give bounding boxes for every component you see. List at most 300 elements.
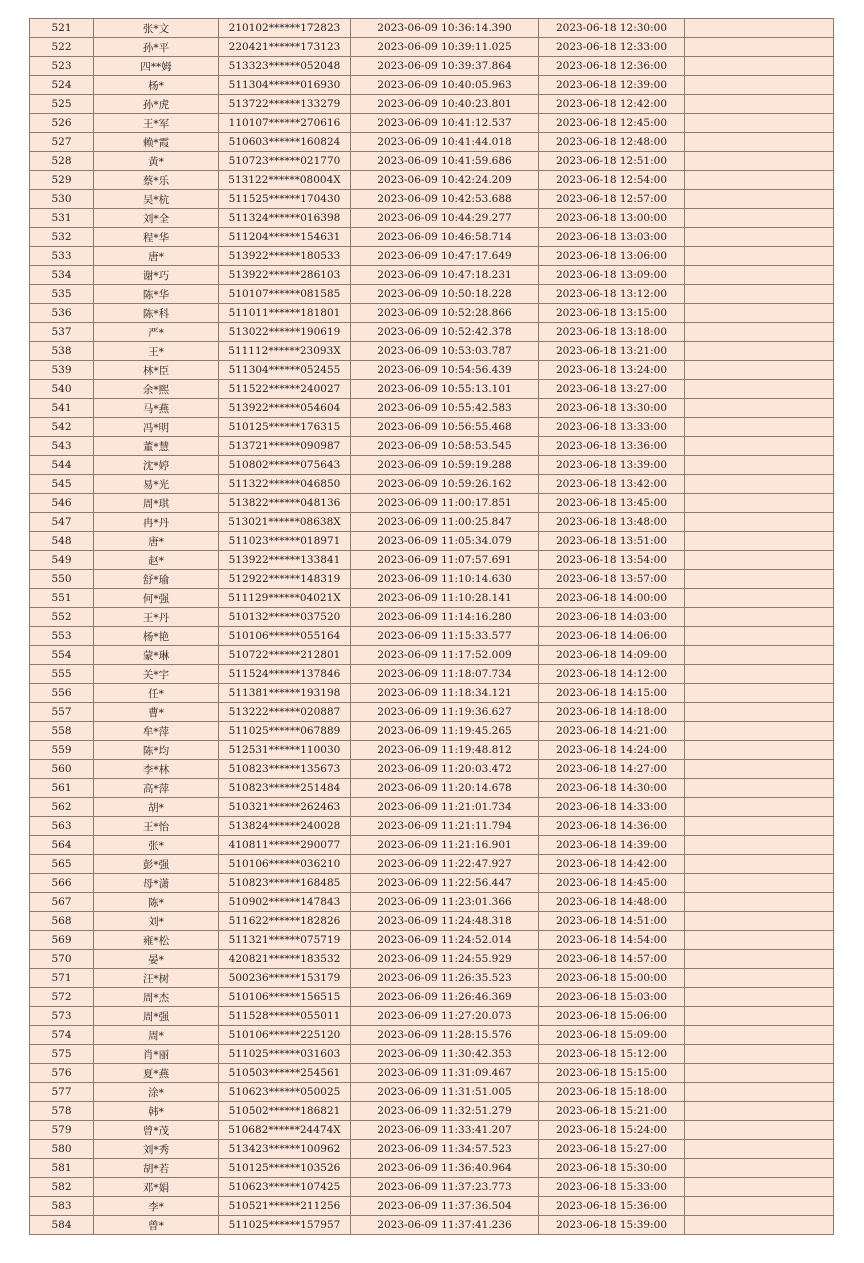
name-cell: 孙*平 (94, 38, 219, 57)
remark-cell (685, 475, 834, 494)
id-number-cell: 511522******240027 (219, 380, 351, 399)
submit-time-cell: 2023-06-09 10:55:42.583 (351, 399, 539, 418)
remark-cell (685, 1102, 834, 1121)
row-index-cell: 561 (30, 779, 94, 798)
remark-cell (685, 1140, 834, 1159)
table-row (30, 380, 834, 399)
id-number-cell: 511324******016398 (219, 209, 351, 228)
table-row (30, 190, 834, 209)
submit-time-cell: 2023-06-09 11:18:34.121 (351, 684, 539, 703)
id-number-cell: 513922******054604 (219, 399, 351, 418)
table-row (30, 931, 834, 950)
row-index-cell: 540 (30, 380, 94, 399)
row-index-cell: 533 (30, 247, 94, 266)
table-row (30, 912, 834, 931)
table-row (30, 627, 834, 646)
scheduled-time-cell: 2023-06-18 15:12:00 (539, 1045, 685, 1064)
row-index-cell: 525 (30, 95, 94, 114)
table-row (30, 817, 834, 836)
submit-time-cell: 2023-06-09 11:10:14.630 (351, 570, 539, 589)
row-index-cell: 526 (30, 114, 94, 133)
submit-time-cell: 2023-06-09 11:07:57.691 (351, 551, 539, 570)
remark-cell (685, 684, 834, 703)
name-cell: 曹* (94, 703, 219, 722)
remark-cell (685, 836, 834, 855)
remark-cell (685, 589, 834, 608)
row-index-cell: 523 (30, 57, 94, 76)
row-index-cell: 576 (30, 1064, 94, 1083)
id-number-cell: 510125******176315 (219, 418, 351, 437)
name-cell: 曾*茂 (94, 1121, 219, 1140)
row-index-cell: 570 (30, 950, 94, 969)
name-cell: 母*潇 (94, 874, 219, 893)
name-cell: 张*文 (94, 19, 219, 38)
name-cell: 唐* (94, 247, 219, 266)
submit-time-cell: 2023-06-09 10:55:13.101 (351, 380, 539, 399)
remark-cell (685, 247, 834, 266)
submit-time-cell: 2023-06-09 11:19:48.812 (351, 741, 539, 760)
table-row (30, 950, 834, 969)
remark-cell (685, 912, 834, 931)
remark-cell (685, 570, 834, 589)
remark-cell (685, 551, 834, 570)
name-cell: 李*林 (94, 760, 219, 779)
remark-cell (685, 779, 834, 798)
table-row (30, 532, 834, 551)
row-index-cell: 562 (30, 798, 94, 817)
id-number-cell: 513922******286103 (219, 266, 351, 285)
remark-cell (685, 190, 834, 209)
name-cell: 周*琪 (94, 494, 219, 513)
table-row (30, 665, 834, 684)
table-row (30, 722, 834, 741)
name-cell: 余*熙 (94, 380, 219, 399)
remark-cell (685, 399, 834, 418)
id-number-cell: 510902******147843 (219, 893, 351, 912)
submit-time-cell: 2023-06-09 11:36:40.964 (351, 1159, 539, 1178)
scheduled-time-cell: 2023-06-18 13:00:00 (539, 209, 685, 228)
id-number-cell: 513022******190619 (219, 323, 351, 342)
id-number-cell: 513822******048136 (219, 494, 351, 513)
table-row (30, 798, 834, 817)
id-number-cell: 511025******067889 (219, 722, 351, 741)
name-cell: 刘*全 (94, 209, 219, 228)
name-cell: 雍*松 (94, 931, 219, 950)
remark-cell (685, 627, 834, 646)
remark-cell (685, 1064, 834, 1083)
table-row (30, 684, 834, 703)
scheduled-time-cell: 2023-06-18 12:36:00 (539, 57, 685, 76)
id-number-cell: 510682******24474X (219, 1121, 351, 1140)
name-cell: 黄* (94, 152, 219, 171)
scheduled-time-cell: 2023-06-18 13:33:00 (539, 418, 685, 437)
submit-time-cell: 2023-06-09 11:26:35.523 (351, 969, 539, 988)
remark-cell (685, 95, 834, 114)
scheduled-time-cell: 2023-06-18 14:09:00 (539, 646, 685, 665)
remark-cell (685, 342, 834, 361)
scheduled-time-cell: 2023-06-18 14:12:00 (539, 665, 685, 684)
submit-time-cell: 2023-06-09 10:54:56.439 (351, 361, 539, 380)
name-cell: 易*光 (94, 475, 219, 494)
id-number-cell: 513323******052048 (219, 57, 351, 76)
row-index-cell: 551 (30, 589, 94, 608)
table-row (30, 418, 834, 437)
name-cell: 周*强 (94, 1007, 219, 1026)
scheduled-time-cell: 2023-06-18 13:18:00 (539, 323, 685, 342)
scheduled-time-cell: 2023-06-18 15:33:00 (539, 1178, 685, 1197)
remark-cell (685, 798, 834, 817)
scheduled-time-cell: 2023-06-18 14:57:00 (539, 950, 685, 969)
id-number-cell: 510107******081585 (219, 285, 351, 304)
table-row (30, 323, 834, 342)
name-cell: 周* (94, 1026, 219, 1045)
name-cell: 蔡*乐 (94, 171, 219, 190)
submit-time-cell: 2023-06-09 11:24:48.318 (351, 912, 539, 931)
id-number-cell: 513722******133279 (219, 95, 351, 114)
name-cell: 孙*虎 (94, 95, 219, 114)
remark-cell (685, 608, 834, 627)
submit-time-cell: 2023-06-09 11:30:42.353 (351, 1045, 539, 1064)
id-number-cell: 510106******156515 (219, 988, 351, 1007)
submit-time-cell: 2023-06-09 10:47:18.231 (351, 266, 539, 285)
remark-cell (685, 665, 834, 684)
row-index-cell: 568 (30, 912, 94, 931)
remark-cell (685, 228, 834, 247)
row-index-cell: 541 (30, 399, 94, 418)
submit-time-cell: 2023-06-09 10:41:12.537 (351, 114, 539, 133)
name-cell: 马*燕 (94, 399, 219, 418)
row-index-cell: 529 (30, 171, 94, 190)
name-cell: 曾* (94, 1216, 219, 1235)
submit-time-cell: 2023-06-09 11:27:20.073 (351, 1007, 539, 1026)
submit-time-cell: 2023-06-09 10:42:53.688 (351, 190, 539, 209)
table-row (30, 1026, 834, 1045)
name-cell: 赖*霞 (94, 133, 219, 152)
id-number-cell: 220421******173123 (219, 38, 351, 57)
scheduled-time-cell: 2023-06-18 13:36:00 (539, 437, 685, 456)
row-index-cell: 583 (30, 1197, 94, 1216)
name-cell: 王*怡 (94, 817, 219, 836)
submit-time-cell: 2023-06-09 11:20:14.678 (351, 779, 539, 798)
id-number-cell: 511129******04021X (219, 589, 351, 608)
row-index-cell: 530 (30, 190, 94, 209)
remark-cell (685, 266, 834, 285)
id-number-cell: 510132******037520 (219, 608, 351, 627)
remark-cell (685, 323, 834, 342)
remark-cell (685, 1216, 834, 1235)
scheduled-time-cell: 2023-06-18 12:33:00 (539, 38, 685, 57)
remark-cell (685, 722, 834, 741)
row-index-cell: 553 (30, 627, 94, 646)
scheduled-time-cell: 2023-06-18 14:18:00 (539, 703, 685, 722)
table-row (30, 589, 834, 608)
remark-cell (685, 38, 834, 57)
id-number-cell: 510623******050025 (219, 1083, 351, 1102)
name-cell: 陈* (94, 893, 219, 912)
id-number-cell: 420821******183532 (219, 950, 351, 969)
table-row (30, 475, 834, 494)
row-index-cell: 532 (30, 228, 94, 247)
id-number-cell: 512922******148319 (219, 570, 351, 589)
id-number-cell: 110107******270616 (219, 114, 351, 133)
remark-cell (685, 171, 834, 190)
scheduled-time-cell: 2023-06-18 15:27:00 (539, 1140, 685, 1159)
id-number-cell: 511528******055011 (219, 1007, 351, 1026)
submit-time-cell: 2023-06-09 11:37:41.236 (351, 1216, 539, 1235)
scheduled-time-cell: 2023-06-18 15:06:00 (539, 1007, 685, 1026)
table-row (30, 76, 834, 95)
records-table-body (30, 19, 834, 1235)
submit-time-cell: 2023-06-09 11:21:01.734 (351, 798, 539, 817)
remark-cell (685, 874, 834, 893)
row-index-cell: 567 (30, 893, 94, 912)
table-row (30, 228, 834, 247)
row-index-cell: 557 (30, 703, 94, 722)
remark-cell (685, 969, 834, 988)
submit-time-cell: 2023-06-09 10:39:37.864 (351, 57, 539, 76)
name-cell: 刘* (94, 912, 219, 931)
remark-cell (685, 19, 834, 38)
submit-time-cell: 2023-06-09 10:50:18.228 (351, 285, 539, 304)
row-index-cell: 575 (30, 1045, 94, 1064)
name-cell: 唐* (94, 532, 219, 551)
scheduled-time-cell: 2023-06-18 14:15:00 (539, 684, 685, 703)
row-index-cell: 548 (30, 532, 94, 551)
table-row (30, 285, 834, 304)
remark-cell (685, 209, 834, 228)
remark-cell (685, 513, 834, 532)
name-cell: 程*华 (94, 228, 219, 247)
scheduled-time-cell: 2023-06-18 14:06:00 (539, 627, 685, 646)
table-row (30, 760, 834, 779)
table-row (30, 1140, 834, 1159)
row-index-cell: 565 (30, 855, 94, 874)
submit-time-cell: 2023-06-09 10:56:55.468 (351, 418, 539, 437)
submit-time-cell: 2023-06-09 10:58:53.545 (351, 437, 539, 456)
scheduled-time-cell: 2023-06-18 13:45:00 (539, 494, 685, 513)
id-number-cell: 513922******133841 (219, 551, 351, 570)
name-cell: 涂* (94, 1083, 219, 1102)
submit-time-cell: 2023-06-09 11:05:34.079 (351, 532, 539, 551)
row-index-cell: 538 (30, 342, 94, 361)
id-number-cell: 513122******08004X (219, 171, 351, 190)
submit-time-cell: 2023-06-09 11:31:51.005 (351, 1083, 539, 1102)
scheduled-time-cell: 2023-06-18 13:42:00 (539, 475, 685, 494)
scheduled-time-cell: 2023-06-18 13:51:00 (539, 532, 685, 551)
table-row (30, 741, 834, 760)
row-index-cell: 563 (30, 817, 94, 836)
submit-time-cell: 2023-06-09 10:46:58.714 (351, 228, 539, 247)
id-number-cell: 511381******193198 (219, 684, 351, 703)
id-number-cell: 210102******172823 (219, 19, 351, 38)
scheduled-time-cell: 2023-06-18 14:00:00 (539, 589, 685, 608)
scheduled-time-cell: 2023-06-18 12:42:00 (539, 95, 685, 114)
remark-cell (685, 1026, 834, 1045)
scheduled-time-cell: 2023-06-18 12:54:00 (539, 171, 685, 190)
name-cell: 胡*若 (94, 1159, 219, 1178)
scheduled-time-cell: 2023-06-18 12:45:00 (539, 114, 685, 133)
table-row (30, 342, 834, 361)
remark-cell (685, 1197, 834, 1216)
submit-time-cell: 2023-06-09 10:53:03.787 (351, 342, 539, 361)
row-index-cell: 527 (30, 133, 94, 152)
name-cell: 吴*杭 (94, 190, 219, 209)
submit-time-cell: 2023-06-09 10:52:28.866 (351, 304, 539, 323)
remark-cell (685, 741, 834, 760)
remark-cell (685, 494, 834, 513)
table-row (30, 437, 834, 456)
id-number-cell: 511321******075719 (219, 931, 351, 950)
remark-cell (685, 893, 834, 912)
name-cell: 谢*巧 (94, 266, 219, 285)
name-cell: 陈*科 (94, 304, 219, 323)
submit-time-cell: 2023-06-09 11:17:52.009 (351, 646, 539, 665)
row-index-cell: 554 (30, 646, 94, 665)
table-row (30, 95, 834, 114)
table-row (30, 1178, 834, 1197)
table-row (30, 1083, 834, 1102)
id-number-cell: 510603******160824 (219, 133, 351, 152)
row-index-cell: 571 (30, 969, 94, 988)
table-row (30, 152, 834, 171)
submit-time-cell: 2023-06-09 11:22:47.927 (351, 855, 539, 874)
submit-time-cell: 2023-06-09 11:21:16.901 (351, 836, 539, 855)
scheduled-time-cell: 2023-06-18 14:45:00 (539, 874, 685, 893)
id-number-cell: 510125******103526 (219, 1159, 351, 1178)
id-number-cell: 410811******290077 (219, 836, 351, 855)
remark-cell (685, 1178, 834, 1197)
row-index-cell: 550 (30, 570, 94, 589)
submit-time-cell: 2023-06-09 11:15:33.577 (351, 627, 539, 646)
scheduled-time-cell: 2023-06-18 12:39:00 (539, 76, 685, 95)
remark-cell (685, 57, 834, 76)
table-row (30, 969, 834, 988)
id-number-cell: 510823******135673 (219, 760, 351, 779)
name-cell: 王*军 (94, 114, 219, 133)
row-index-cell: 581 (30, 1159, 94, 1178)
table-row (30, 1102, 834, 1121)
scheduled-time-cell: 2023-06-18 14:21:00 (539, 722, 685, 741)
submit-time-cell: 2023-06-09 11:33:41.207 (351, 1121, 539, 1140)
table-row (30, 1045, 834, 1064)
scheduled-time-cell: 2023-06-18 15:09:00 (539, 1026, 685, 1045)
row-index-cell: 558 (30, 722, 94, 741)
submit-time-cell: 2023-06-09 11:14:16.280 (351, 608, 539, 627)
submit-time-cell: 2023-06-09 11:26:46.369 (351, 988, 539, 1007)
id-number-cell: 513222******020887 (219, 703, 351, 722)
remark-cell (685, 1159, 834, 1178)
scheduled-time-cell: 2023-06-18 15:15:00 (539, 1064, 685, 1083)
table-row (30, 1121, 834, 1140)
submit-time-cell: 2023-06-09 11:34:57.523 (351, 1140, 539, 1159)
id-number-cell: 511112******23093X (219, 342, 351, 361)
row-index-cell: 544 (30, 456, 94, 475)
submit-time-cell: 2023-06-09 10:47:17.649 (351, 247, 539, 266)
id-number-cell: 511011******181801 (219, 304, 351, 323)
name-cell: 张* (94, 836, 219, 855)
table-row (30, 988, 834, 1007)
name-cell: 严* (94, 323, 219, 342)
scheduled-time-cell: 2023-06-18 13:21:00 (539, 342, 685, 361)
row-index-cell: 572 (30, 988, 94, 1007)
table-row (30, 874, 834, 893)
row-index-cell: 574 (30, 1026, 94, 1045)
id-number-cell: 510503******254561 (219, 1064, 351, 1083)
scheduled-time-cell: 2023-06-18 13:57:00 (539, 570, 685, 589)
name-cell: 关*宇 (94, 665, 219, 684)
table-row (30, 779, 834, 798)
row-index-cell: 552 (30, 608, 94, 627)
name-cell: 舒*瑜 (94, 570, 219, 589)
name-cell: 李* (94, 1197, 219, 1216)
scheduled-time-cell: 2023-06-18 13:30:00 (539, 399, 685, 418)
id-number-cell: 510722******212801 (219, 646, 351, 665)
remark-cell (685, 304, 834, 323)
submit-time-cell: 2023-06-09 11:24:52.014 (351, 931, 539, 950)
name-cell: 夏*燕 (94, 1064, 219, 1083)
scheduled-time-cell: 2023-06-18 15:36:00 (539, 1197, 685, 1216)
row-index-cell: 524 (30, 76, 94, 95)
table-row (30, 1197, 834, 1216)
table-row (30, 247, 834, 266)
name-cell: 任* (94, 684, 219, 703)
remark-cell (685, 646, 834, 665)
table-row (30, 494, 834, 513)
submit-time-cell: 2023-06-09 10:40:23.801 (351, 95, 539, 114)
id-number-cell: 511304******052455 (219, 361, 351, 380)
row-index-cell: 560 (30, 760, 94, 779)
id-number-cell: 511622******182826 (219, 912, 351, 931)
row-index-cell: 539 (30, 361, 94, 380)
remark-cell (685, 114, 834, 133)
id-number-cell: 513423******100962 (219, 1140, 351, 1159)
row-index-cell: 555 (30, 665, 94, 684)
scheduled-time-cell: 2023-06-18 12:30:00 (539, 19, 685, 38)
id-number-cell: 510502******186821 (219, 1102, 351, 1121)
scheduled-time-cell: 2023-06-18 14:54:00 (539, 931, 685, 950)
table-row (30, 133, 834, 152)
id-number-cell: 513721******090987 (219, 437, 351, 456)
scheduled-time-cell: 2023-06-18 13:03:00 (539, 228, 685, 247)
row-index-cell: 556 (30, 684, 94, 703)
table-row (30, 456, 834, 475)
table-row (30, 38, 834, 57)
row-index-cell: 559 (30, 741, 94, 760)
table-row (30, 1007, 834, 1026)
scheduled-time-cell: 2023-06-18 15:03:00 (539, 988, 685, 1007)
name-cell: 晏* (94, 950, 219, 969)
table-row (30, 570, 834, 589)
table-row (30, 57, 834, 76)
row-index-cell: 577 (30, 1083, 94, 1102)
table-row (30, 304, 834, 323)
row-index-cell: 542 (30, 418, 94, 437)
row-index-cell: 528 (30, 152, 94, 171)
submit-time-cell: 2023-06-09 10:59:26.162 (351, 475, 539, 494)
name-cell: 陈*华 (94, 285, 219, 304)
row-index-cell: 535 (30, 285, 94, 304)
id-number-cell: 511524******137846 (219, 665, 351, 684)
name-cell: 胡* (94, 798, 219, 817)
row-index-cell: 580 (30, 1140, 94, 1159)
submit-time-cell: 2023-06-09 11:32:51.279 (351, 1102, 539, 1121)
remark-cell (685, 285, 834, 304)
submit-time-cell: 2023-06-09 11:20:03.472 (351, 760, 539, 779)
scheduled-time-cell: 2023-06-18 13:27:00 (539, 380, 685, 399)
scheduled-time-cell: 2023-06-18 14:42:00 (539, 855, 685, 874)
row-index-cell: 537 (30, 323, 94, 342)
name-cell: 肖*丽 (94, 1045, 219, 1064)
